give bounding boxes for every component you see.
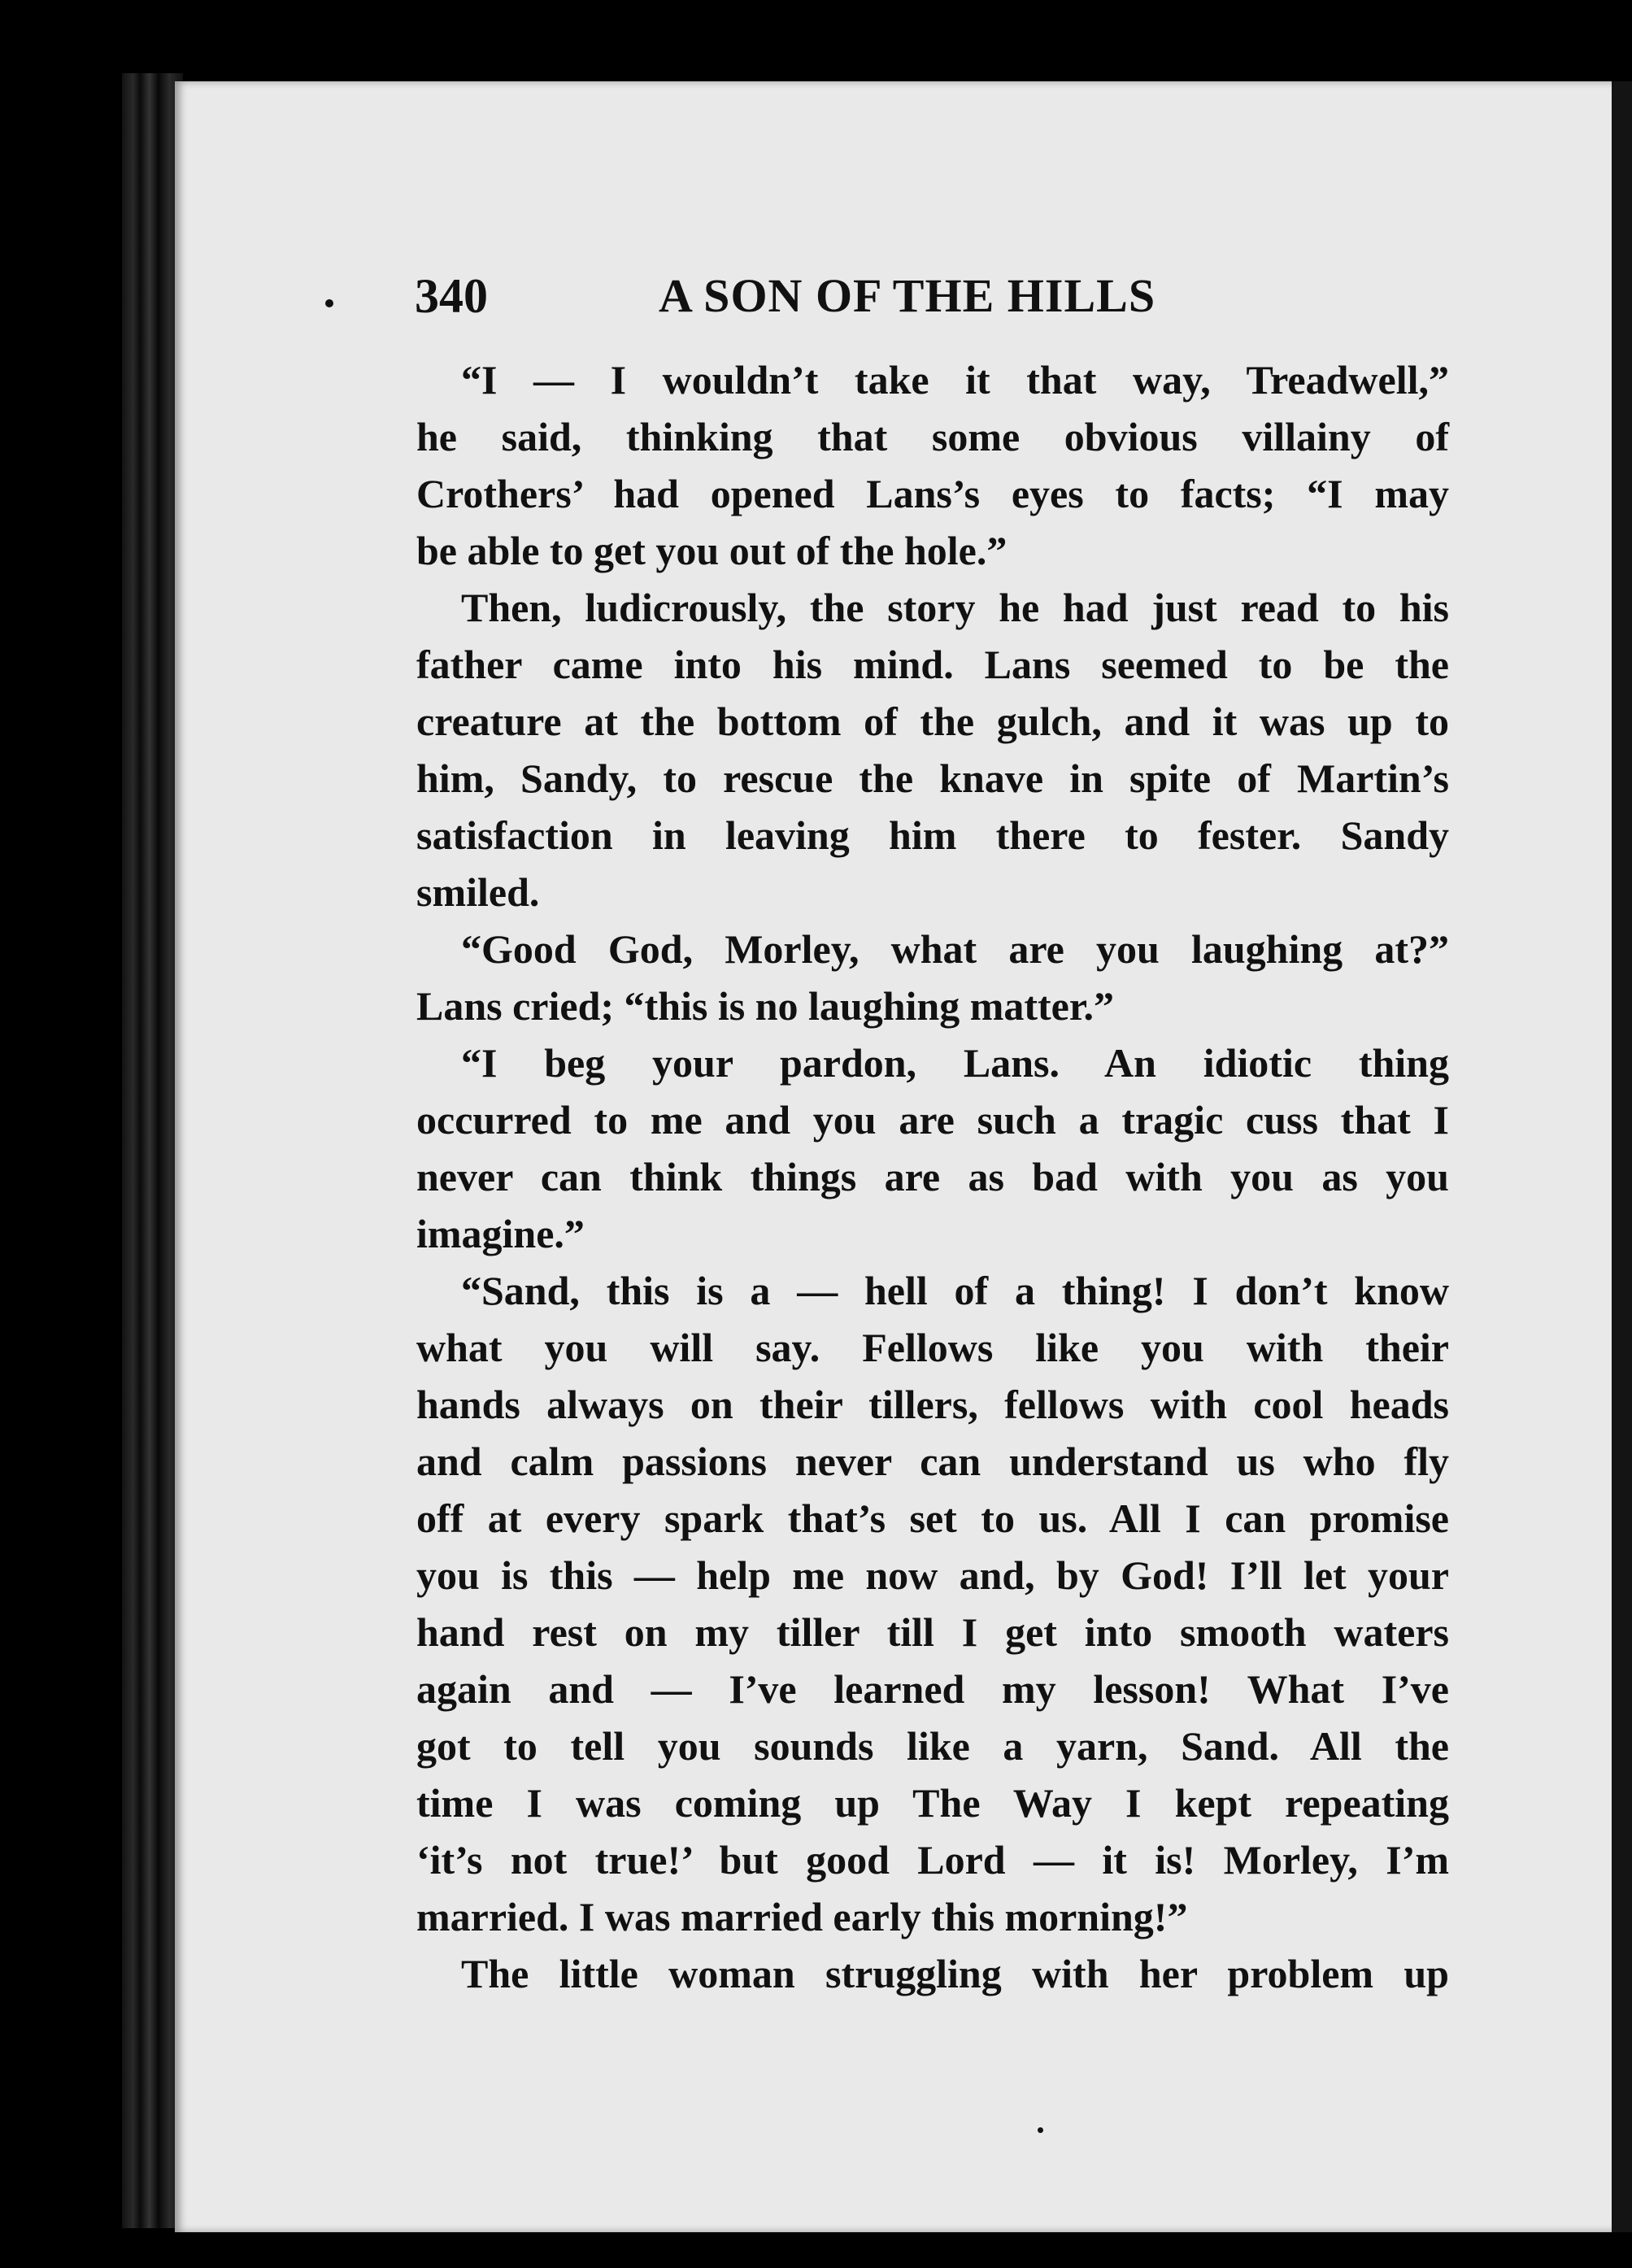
text-line: never can think things are as bad with you as you [416, 1154, 1449, 1199]
text-line: him, Sandy, to rescue the knave in spite of Martin’s [416, 755, 1449, 801]
text-line: creature at the bottom of the gulch, and it was up to [416, 699, 1449, 744]
page-edge [1612, 81, 1632, 2232]
text-line: “I beg your pardon, Lans. An idiotic thing [461, 1040, 1449, 1086]
running-head: A SON OF THE HILLS [659, 269, 1156, 322]
text-line: again and — I’ve learned my lesson! What I’ve [416, 1666, 1449, 1712]
body-text [416, 351, 1449, 2002]
text-line: Crothers’ had opened Lans’s eyes to facts; “I may [416, 471, 1449, 516]
text-line: married. I was married early this morning!” [416, 1894, 1188, 1939]
text-line: he said, thinking that some obvious villainy of [416, 414, 1449, 459]
text-line: hands always on their tillers, fellows with cool heads [416, 1382, 1449, 1427]
text-line: off at every spark that’s set to us. All I can promise [416, 1495, 1449, 1541]
stray-mark [1038, 2127, 1043, 2133]
text-line: what you will say. Fellows like you with their [416, 1325, 1449, 1370]
text-line: The little woman struggling with her problem up [461, 1951, 1449, 1996]
text-line: imagine.” [416, 1211, 585, 1256]
margin-mark [325, 299, 333, 307]
text-line: ‘it’s not true!’ but good Lord — it is! Morley, I’m [416, 1837, 1449, 1883]
text-line: you is this — help me now and, by God! I’ll let your [416, 1552, 1449, 1598]
text-line: hand rest on my tiller till I get into smooth waters [416, 1609, 1449, 1655]
text-line: “Sand, this is a — hell of a thing! I don’t know [461, 1268, 1449, 1313]
book-spine-shadow [122, 73, 183, 2228]
text-line: satisfaction in leaving him there to fester. Sandy [416, 812, 1449, 858]
text-line: father came into his mind. Lans seemed to be the [416, 642, 1449, 687]
page-header [415, 268, 1228, 333]
text-line: got to tell you sounds like a yarn, Sand. All the [416, 1723, 1449, 1769]
text-line: Lans cried; “this is no laughing matter.” [416, 983, 1114, 1029]
text-line: and calm passions never can understand us who fly [416, 1439, 1449, 1484]
text-line: smiled. [416, 869, 540, 915]
text-line: time I was coming up The Way I kept repeating [416, 1780, 1449, 1826]
text-line: “I — I wouldn’t take it that way, Treadwell,” [461, 357, 1449, 403]
text-line: occurred to me and you are such a tragic cuss that I [416, 1097, 1449, 1143]
text-line: “Good God, Morley, what are you laughing at?” [461, 926, 1449, 972]
text-line: Then, ludicrously, the story he had just read to his [461, 585, 1449, 630]
page-number: 340 [415, 269, 488, 323]
text-line: be able to get you out of the hole.” [416, 528, 1007, 573]
